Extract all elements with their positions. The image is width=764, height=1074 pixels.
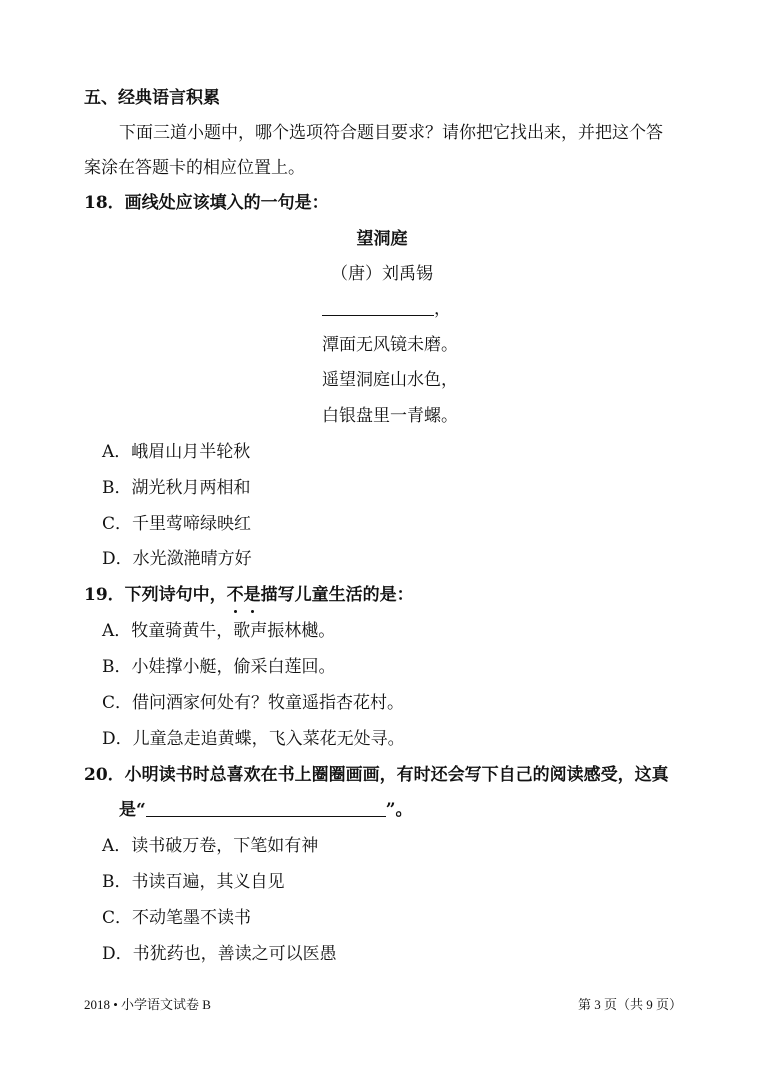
poem-blank-line (322, 297, 451, 321)
q19-option-a: A．牧童骑黄牛，歌声振林樾。 (102, 621, 336, 641)
q19-stem-suffix: 描写儿童生活的是： (260, 585, 414, 605)
footer-left: 2018 • 小学语文试卷 B (84, 997, 211, 1012)
q19-stem-prefix: 19．下列诗句中， (84, 585, 227, 605)
q19-option-d: D．儿童急走追黄蝶，飞入菜花无处寻。 (102, 729, 405, 749)
answer-blank (322, 297, 434, 316)
poem-line-2: 潭面无风镜未磨。 (322, 335, 458, 355)
blank-comma: ， (434, 299, 451, 319)
q19-option-c: C．借问酒家何处有？牧童遥指杏花村。 (102, 693, 405, 713)
q20-stem-line-1: 20．小明读书时总喜欢在书上圈圈画画，有时还会写下自己的阅读感受，这真 (84, 765, 669, 785)
section-title: 五、经典语言积累 (84, 88, 220, 108)
instruction-line-1: 下面三道小题中，哪个选项符合题目要求？请你把它找出来，并把这个答 (119, 123, 663, 143)
q18-option-a: A．峨眉山月半轮秋 (102, 442, 251, 462)
q20-option-b: B．书读百遍，其义自见 (102, 872, 285, 892)
q19-stem (84, 583, 414, 607)
poem-line-3: 遥望洞庭山水色， (322, 370, 458, 390)
q20-close-quote: ”。 (385, 800, 413, 820)
q18-stem: 18．画线处应该填入的一句是： (84, 193, 329, 213)
poem-line-4: 白银盘里一青螺。 (322, 406, 458, 426)
q19-emph-char-1: 不 (226, 585, 244, 605)
answer-blank (146, 798, 386, 817)
poem-title: 望洞庭 (356, 229, 408, 249)
q18-option-b: B．湖光秋月两相和 (102, 478, 251, 498)
q20-option-d: D．书犹药也，善读之可以医愚 (102, 944, 337, 964)
q18-option-d: D．水光潋滟晴方好 (102, 549, 252, 569)
poem-author: （唐）刘禹锡 (331, 264, 433, 284)
instruction-line-2: 案涂在答题卡的相应位置上。 (84, 158, 305, 178)
q19-option-b: B．小娃撑小艇，偷采白莲回。 (102, 657, 336, 677)
q19-emph-char-2: 是 (243, 585, 261, 605)
q18-option-c: C．千里莺啼绿映红 (102, 514, 252, 534)
q20-option-a: A．读书破万卷，下笔如有神 (102, 836, 319, 856)
q20-stem-line-2 (119, 798, 413, 822)
footer-right: 第 3 页（共 9 页） (577, 997, 682, 1012)
q20-option-c: C．不动笔墨不读书 (102, 908, 252, 928)
q20-open-quote: 是“ (119, 800, 146, 820)
